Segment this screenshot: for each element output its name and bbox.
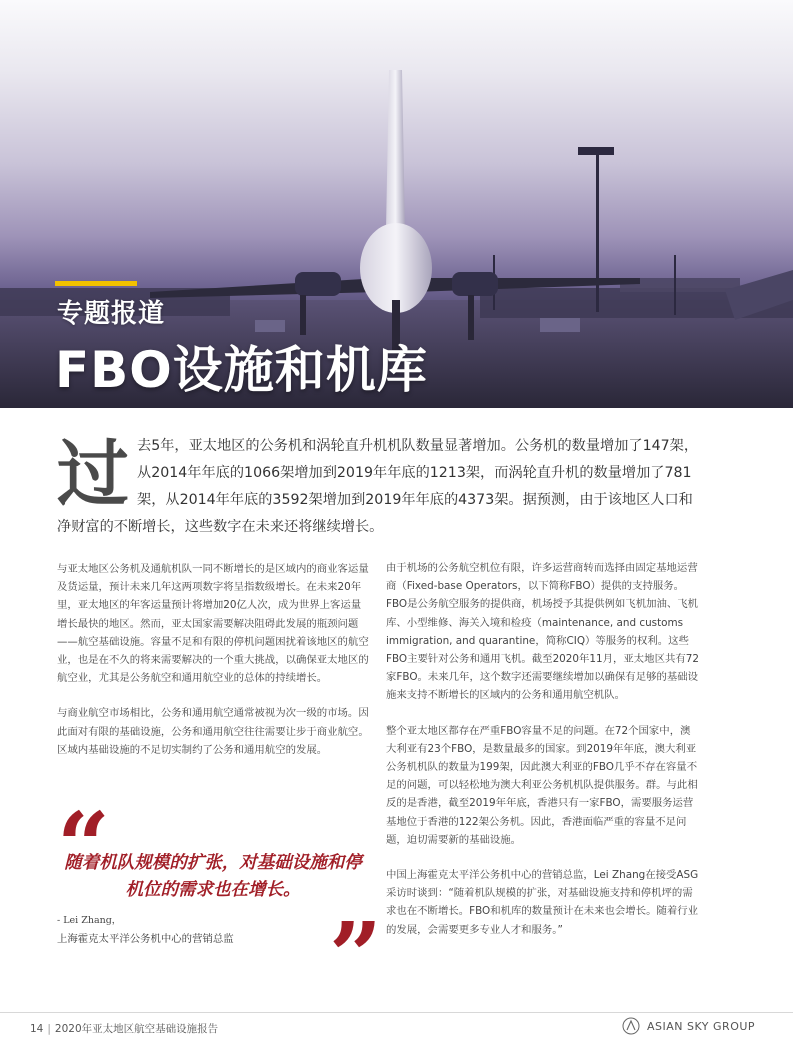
dropcap: 过 [57, 432, 130, 516]
footer-separator: | [47, 1023, 51, 1035]
pull-quote: 随着机队规模的扩张，对基础设施和停机位的需求也在增长。 [64, 853, 362, 900]
open-quote-icon: “ [57, 792, 110, 900]
hero-image [0, 0, 793, 408]
accent-bar [55, 281, 137, 286]
asg-logo-icon [622, 1017, 640, 1035]
footer-divider [0, 1012, 793, 1013]
body-paragraph: 中国上海霍克太平洋公务机中心的营销总监，Lei Zhang在接受ASG采访时谈到：“随着机队规模的扩张，对基础设施支持和停机坪的需求也在不断增长。FBO和机库的数量预计在未来也会增长。随着行业的发展，会需要更多专业人才和服务。” [386, 869, 699, 936]
report-title: 2020年亚太地区航空基础设施报告 [54, 1023, 219, 1035]
footer-page-info [30, 1021, 218, 1036]
page-number: 14 [30, 1023, 44, 1035]
footer-brand [622, 1017, 755, 1035]
body-paragraph: 与亚太地区公务机及通航机队一同不断增长的是区域内的商业客运量及货运量，预计未来几年这两项数字将呈指数级增长。在未来20年里，亚太地区的年客运量预计将增加20亿人次，成为世界上客运量增长最快的地区。然而，亚太国家需要解决阻碍此发展的瓶颈问题——航空基础设施。容量不足和有限的停机问题困扰着该地区的航空业，也是在不久的将来需要解决的一个重大挑战，以确保亚太地区的航空业，尤其是公务航空和通用航空业的总体的持续增长。 [57, 563, 369, 685]
body-paragraph: 整个亚太地区都存在严重FBO容量不足的问题。在72个国家中，澳大利亚有23个FBO，是数量最多的国家。到2019年年底，澳大利亚公务机机队的数量为199架，因此澳大利亚的FBO几乎不存在容量不足的问题，可以轻松地为澳大利亚公务机机队提供服务。群。与此相反的是香港，截至2019年年底，香港只有一家FBO，需要服务运营基地位于香港的122架公务机。因此，香港面临严重的容量不足问题，迫切需要新的基础设施。 [386, 724, 698, 846]
quote-attribution-name: - Lei Zhang， [57, 915, 122, 926]
brand-name: ASIAN SKY GROUP [647, 1019, 756, 1033]
section-kicker: 专题报道 [57, 299, 166, 329]
right-column [386, 559, 700, 956]
page-headline: FBO设施和机库 [55, 341, 428, 399]
body-paragraph: 与商业航空市场相比，公务和通用航空通常被视为次一级的市场。因此面对有限的基础设施，公务和通用航空往往需要让步于商业航空。区域内基础设施的不足切实制约了公务和通用航空的发展。 [57, 707, 369, 756]
left-column [57, 560, 371, 776]
close-quote-icon: ” [329, 902, 382, 1010]
intro-text: 去5年，亚太地区的公务机和涡轮直升机机队数量显著增加。公务机的数量增加了147架，从2014年年底的1066架增加到2019年年底的1213架，而涡轮直升机的数量增加了781架，从2014年年底的3592架增加到2019年年底的4373架。据预测，由于该地区人口和净财富的不断增长，这些数字在未来还将继续增长。 [57, 438, 699, 535]
quote-attribution-title: 上海霍克太平洋公务机中心的营销总监 [57, 933, 234, 945]
body-paragraph: 由于机场的公务航空机位有限，许多运营商转而选择由固定基地运营商（Fixed-base Operators，以下简称FBO）提供的支持服务。FBO是公务航空服务的提供商，机场授予其提供例如飞机加油、飞机库、小型维修、海关入境和检疫（maintenance, and customs immigration, and quarantine，简称CIQ）等服务的权利。这些FBO主要针对公务和通用飞机。截至2020年11月，亚太地区共有72家FBO。未来几年，这个数字还需要继续增加以确保有足够的基础设施来支持不断增长的区域内的公务和通用航空机队。 [386, 562, 699, 702]
intro-paragraph [57, 433, 702, 541]
